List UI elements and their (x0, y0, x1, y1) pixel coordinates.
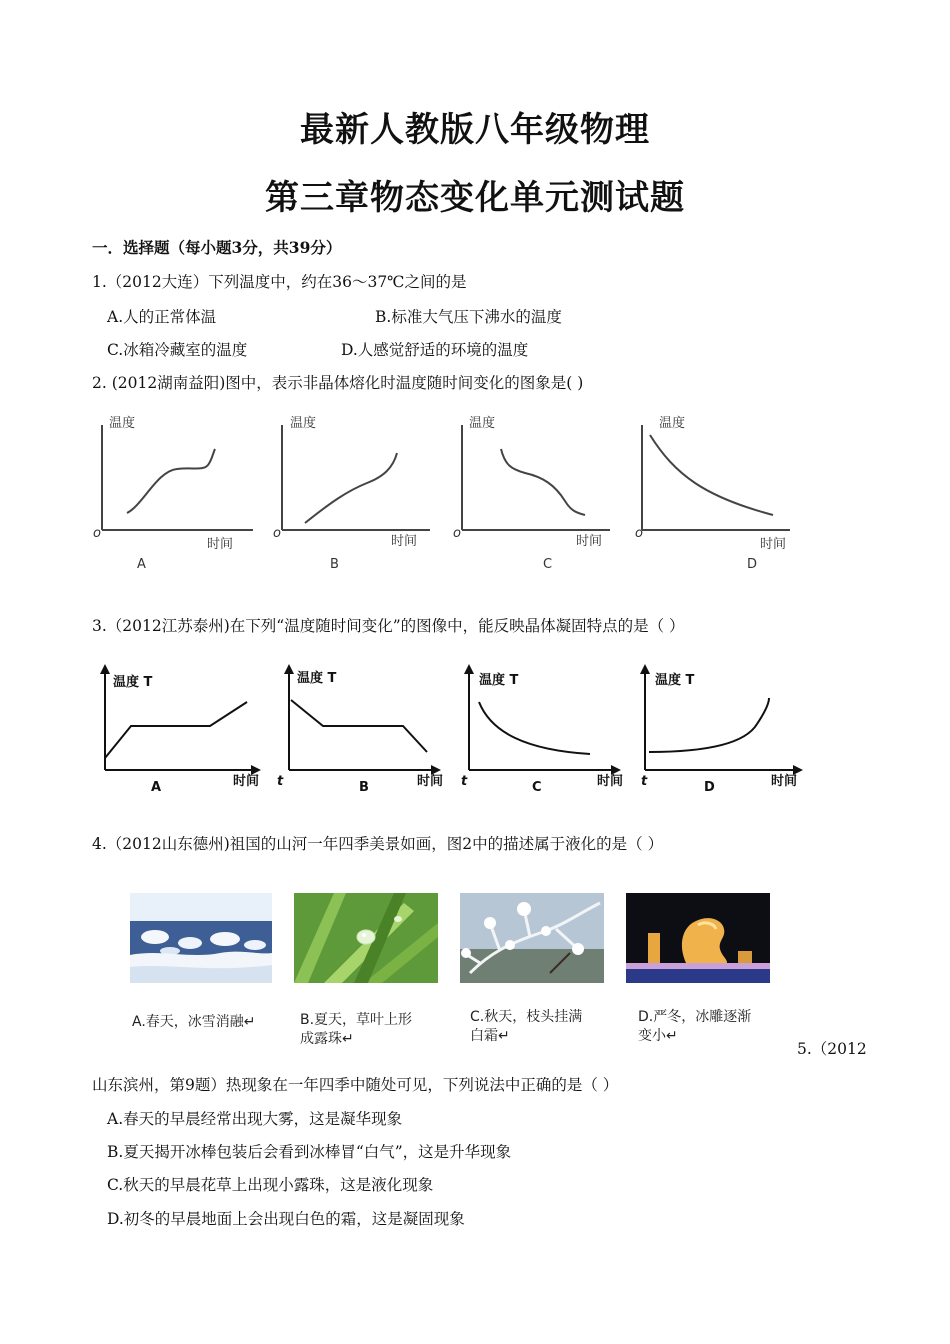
q2-d-origin: o (635, 526, 643, 541)
q2-c-origin: o (453, 526, 461, 541)
q3-letter-c: C (532, 780, 542, 795)
q2-graph-d (642, 425, 790, 530)
q2-letter-b: B (330, 557, 339, 572)
q2-a-ylabel: 温度 (109, 416, 136, 431)
q1-stem: 1.（2012大连）下列温度中，约在36～37℃之间的是 (92, 273, 467, 291)
q4-photo-spring-snow-melting (130, 893, 272, 983)
q3-letter-b: B (359, 780, 369, 795)
q4-caption-c-line1: C.秋天，枝头挂满 (470, 1009, 583, 1025)
q2-a-origin: o (93, 526, 101, 541)
q4-photo-autumn-frost-on-branches (460, 893, 604, 983)
q3-c-ylabel: 温度 T (479, 673, 519, 688)
q2-graph-c (462, 425, 610, 530)
q3-b-t: t (461, 774, 468, 789)
q3-stem: 3.（2012江苏泰州)在下列“温度随时间变化”的图像中，能反映晶体凝固特点的是（ ） (92, 617, 685, 635)
q2-letter-c: C (543, 557, 553, 572)
q2-letter-a: A (137, 557, 146, 572)
q4-caption-a (132, 1013, 256, 1032)
q3-a-xlabel: 时间 (233, 774, 260, 789)
q3-c-t: t (641, 774, 648, 789)
q3-c-xlabel: 时间 (597, 774, 624, 789)
q3-letter-d: D (704, 780, 715, 795)
q1-option-d: D.人感觉舒适的环境的温度 (341, 341, 529, 359)
q3-b-ylabel: 温度 T (297, 671, 337, 686)
q2-c-ylabel: 温度 (469, 416, 496, 431)
q2-d-xlabel: 时间 (760, 537, 787, 552)
q2-graphs (85, 405, 825, 585)
q4-photo-winter-ice-sculpture (626, 893, 770, 983)
q4-stem: 4.（2012山东德州)祖国的山河一年四季美景如画，图2中的描述属于液化的是（ ） (92, 835, 664, 853)
q4-caption-d-line1: D.严冬，冰雕逐渐 (638, 1009, 752, 1025)
q3-a-ylabel: 温度 T (113, 675, 153, 690)
q2-stem: 2. (2012湖南益阳)图中，表示非晶体熔化时温度随时间变化的图象是( ) (92, 374, 584, 392)
q4-caption-b-line1: B.夏天，草叶上形 (300, 1012, 413, 1028)
q4-photo-summer-dew-on-grass (294, 893, 438, 983)
q3-a-t: t (277, 774, 284, 789)
q2-graph-a (102, 425, 253, 530)
q5-option-b: B.夏天揭开冰棒包装后会看到冰棒冒“白气”，这是升华现象 (107, 1143, 512, 1161)
q2-b-xlabel: 时间 (391, 534, 418, 549)
q1-option-a: A.人的正常体温 (107, 308, 217, 326)
q4-caption-b (300, 1011, 412, 1049)
q2-a-xlabel: 时间 (207, 537, 234, 552)
page-title: 最新人教版八年级物理 (300, 110, 650, 150)
q4-caption-d (638, 1008, 751, 1046)
q3-letter-a: A (151, 780, 162, 795)
page-subtitle: 第三章物态变化单元测试题 (265, 178, 685, 218)
q4-caption-a-line1: A.春天，冰雪消融↵ (132, 1014, 256, 1030)
q2-b-ylabel: 温度 (290, 416, 317, 431)
q1-option-c: C.冰箱冷藏室的温度 (107, 341, 248, 359)
q5-stem: 山东滨州，第9题）热现象在一年四季中随处可见，下列说法中正确的是（ ） (92, 1076, 619, 1094)
q2-b-origin: o (273, 526, 281, 541)
q3-d-xlabel: 时间 (771, 774, 798, 789)
q2-letter-d: D (747, 557, 758, 572)
q4-caption-b-line2: 成露珠↵ (300, 1031, 354, 1047)
q3-graphs (85, 660, 825, 800)
q5-option-a: A.春天的早晨经常出现大雾，这是凝华现象 (107, 1110, 403, 1128)
q3-b-xlabel: 时间 (417, 774, 444, 789)
q4-caption-d-line2: 变小↵ (638, 1028, 678, 1044)
q5-option-d: D.初冬的早晨地面上会出现白色的霜，这是凝固现象 (107, 1210, 465, 1228)
q4-caption-c-line2: 白霜↵ (470, 1028, 510, 1044)
q2-c-xlabel: 时间 (576, 534, 603, 549)
q2-graph-b (282, 425, 430, 530)
q5-option-c: C.秋天的早晨花草上出现小露珠，这是液化现象 (107, 1176, 434, 1194)
section-heading: 一．选择题（每小题3分，共39分） (92, 238, 342, 257)
q1-option-b: B.标准大气压下沸水的温度 (375, 308, 562, 326)
q4-caption-c (470, 1008, 582, 1046)
q2-d-ylabel: 温度 (659, 416, 686, 431)
q5-number-prefix: 5.（2012 (797, 1040, 867, 1058)
q3-d-ylabel: 温度 T (655, 673, 695, 688)
